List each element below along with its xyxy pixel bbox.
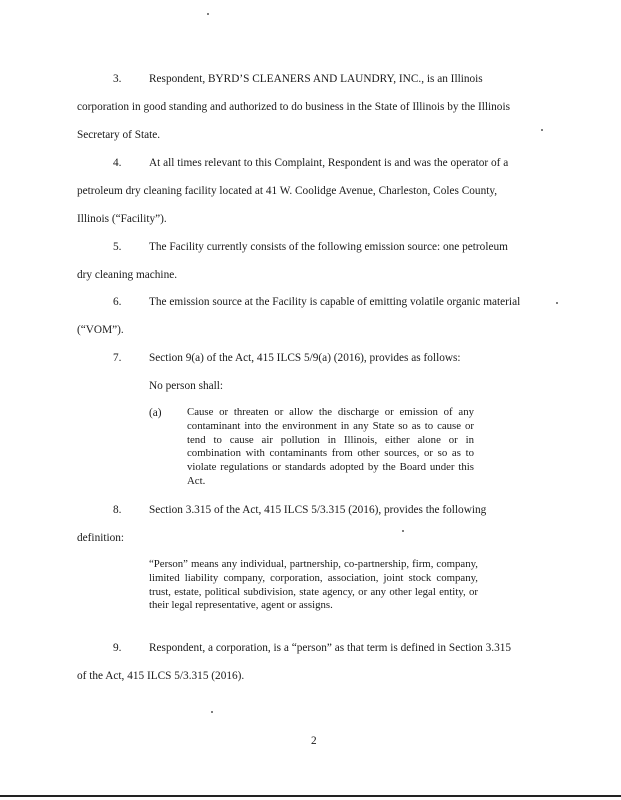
paragraph-5-line-1: The Facility currently consists of the following emission source: one petroleum	[149, 241, 508, 253]
paragraph-6-line-1: The emission source at the Facility is capable of emitting volatile organic material	[149, 296, 521, 308]
scan-speck	[402, 530, 404, 532]
paragraph-4-line-3: Illinois (“Facility”).	[77, 213, 167, 225]
paragraph-9-number: 9.	[113, 642, 122, 654]
paragraph-4-number: 4.	[113, 157, 122, 169]
paragraph-4-line-2: petroleum dry cleaning facility located at 41 W. Coolidge Avenue, Charleston, Coles County,	[77, 185, 498, 197]
paragraph-3-line-3: Secretary of State.	[77, 129, 161, 141]
scan-speck	[556, 302, 558, 304]
paragraph-9-line-2: of the Act, 415 ILCS 5/3.315 (2016).	[77, 670, 245, 682]
paragraph-4-line-1: At all times relevant to this Complaint, Respondent is and was the operator of a	[149, 157, 509, 169]
paragraph-8-line-1: Section 3.315 of the Act, 415 ILCS 5/3.315 (2016), provides the following	[149, 504, 487, 516]
paragraph-3-line-2: corporation in good standing and authorized to do business in the State of Illinois by the Illinois	[77, 101, 510, 113]
paragraph-3-number: 3.	[113, 73, 122, 85]
scan-speck	[541, 129, 543, 131]
paragraph-8-number: 8.	[113, 504, 122, 516]
statute-9a-quote: Cause or threaten or allow the discharge or emission of any contaminant into the environment in any State so as to cause or tend to cause air pollution in Illinois, either alone or in combination with contaminants from other sources, or so as to violate regulations or standards adopted by the Board under this Act.	[187, 406, 474, 488]
paragraph-6-number: 6.	[113, 296, 122, 308]
paragraph-7-number: 7.	[113, 352, 122, 364]
paragraph-8-line-2: definition:	[77, 532, 125, 544]
paragraph-5-line-2: dry cleaning machine.	[77, 269, 178, 281]
paragraph-6-line-2: (“VOM”).	[77, 324, 124, 336]
scan-speck	[211, 711, 213, 713]
paragraph-7-intro: No person shall:	[149, 380, 224, 392]
paragraph-7-line-1: Section 9(a) of the Act, 415 ILCS 5/9(a) (2016), provides as follows:	[149, 352, 461, 364]
paragraph-5-number: 5.	[113, 241, 122, 253]
page-number: 2	[311, 735, 317, 747]
person-definition-quote: “Person” means any individual, partnership, co-partnership, firm, company, limited liability company, corporation, association, joint stock company, trust, estate, political subdivision, state agency, or any other legal entity, or their legal representative, agent or assigns.	[149, 558, 478, 612]
paragraph-7-item-label: (a)	[149, 407, 162, 419]
paragraph-9-line-1: Respondent, a corporation, is a “person” as that term is defined in Section 3.315	[149, 642, 512, 654]
scan-speck	[207, 13, 209, 15]
paragraph-3-line-1: Respondent, BYRD’S CLEANERS AND LAUNDRY, INC., is an Illinois	[149, 73, 483, 85]
scan-bottom-edge	[0, 795, 621, 797]
